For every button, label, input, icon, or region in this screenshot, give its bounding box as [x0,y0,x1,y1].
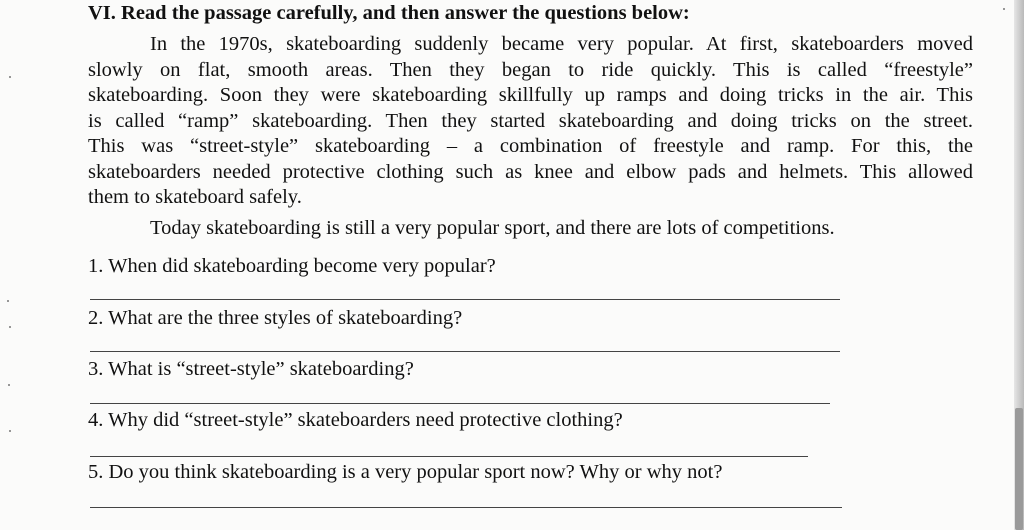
margin-speck [7,300,9,302]
margin-speck [9,326,11,328]
answer-line-2[interactable] [90,351,840,352]
question-5: 5. Do you think skateboarding is a very popular sport now? Why or why not? [88,461,723,483]
answer-line-4[interactable] [90,456,808,457]
section-heading: VI. Read the passage carefully, and then answer the questions below: [88,2,690,24]
margin-speck [1003,8,1005,10]
reading-passage [88,32,973,241]
passage-line: is called “ramp” skateboarding. Then they started skateboarding and doing tricks on the street. [88,109,973,132]
question-1: 1. When did skateboarding become very popular? [88,255,496,277]
passage-line: In the 1970s, skateboarding suddenly became very popular. At first, skateboarders moved [150,33,973,55]
scrollbar-thumb[interactable] [1015,408,1023,530]
passage-line: This was “street-style” skateboarding – a combination of freestyle and ramp. For this, the [88,135,973,157]
question-2: 2. What are the three styles of skateboarding? [88,307,463,329]
answer-line-1[interactable] [90,299,840,300]
margin-speck [8,384,10,386]
passage-line: skateboarders needed protective clothing such as knee and elbow pads and helmets. This allowed [88,160,973,183]
answer-line-5[interactable] [90,507,842,508]
passage-line: slowly on flat, smooth areas. Then they began to ride quickly. This is called “freestyle” [88,58,973,81]
scrollbar-track[interactable] [1014,0,1024,530]
passage-line: them to skateboard safely. [88,186,302,208]
answer-line-3[interactable] [90,403,830,404]
margin-speck [9,76,11,78]
passage-paragraph-2: Today skateboarding is still a very popular sport, and there are lots of competitions. [150,216,835,239]
question-3: 3. What is “street-style” skateboarding? [88,358,414,380]
passage-line: skateboarding. Soon they were skateboarding skillfully up ramps and doing tricks in the air. This [88,84,973,106]
question-4: 4. Why did “street-style” skateboarders need protective clothing? [88,409,623,431]
margin-speck [9,430,11,432]
